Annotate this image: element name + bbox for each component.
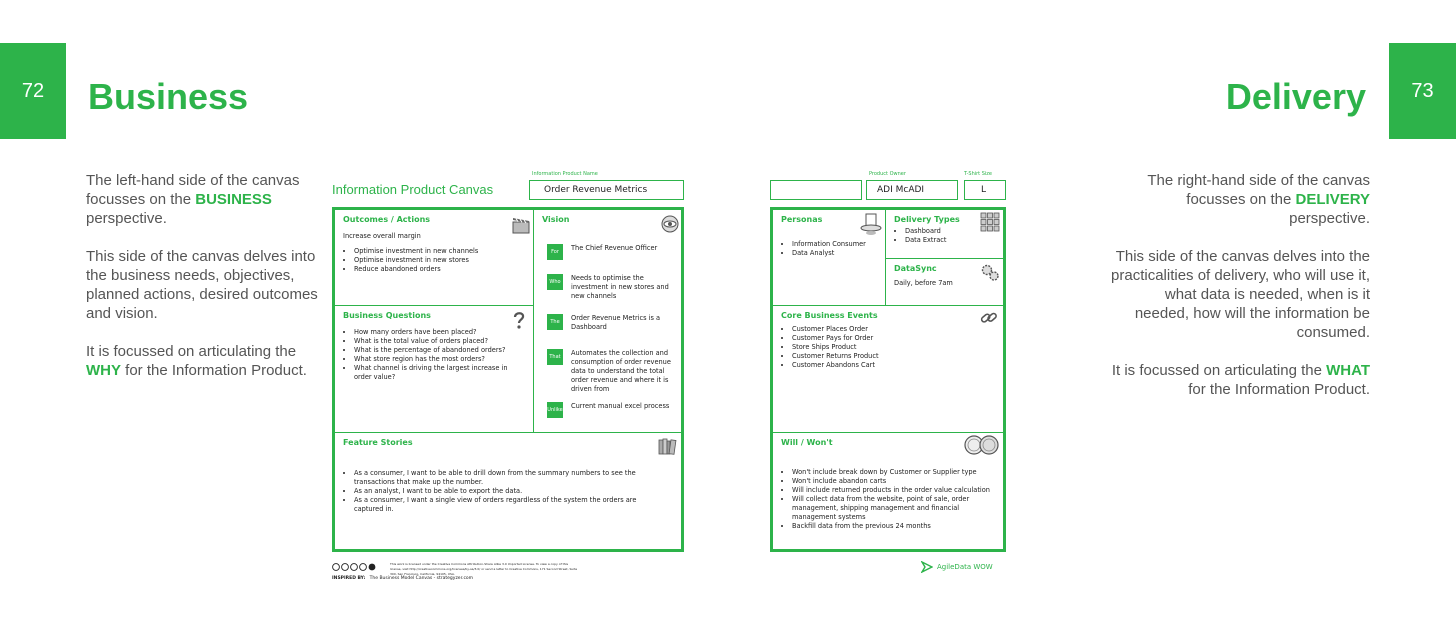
datasync-title: DataSync xyxy=(894,264,937,273)
inspired-by: INSPIRED BY: The Business Model Canvas - strategyzer.com xyxy=(332,576,474,581)
sync-gears-icon xyxy=(980,262,1000,282)
brand-text: AgileData WOW xyxy=(937,563,993,571)
paragraph: This side of the canvas delves into the business needs, objectives, planned actions, desired outcomes and vision. xyxy=(86,248,318,322)
list-item: • Will include returned products in the order value calculation xyxy=(792,486,1002,495)
page-number-badge-left xyxy=(0,43,66,139)
paragraph: This side of the canvas delves into the practicalities of delivery, who will use it, what data is needed, when is it needed, how will the information be consumed. xyxy=(1111,248,1370,341)
canvas-grid-right xyxy=(770,207,1006,552)
vision-tag: Unlike xyxy=(547,402,563,418)
vision-tag: That xyxy=(547,349,563,365)
list-item: • Store Ships Product xyxy=(792,343,995,352)
vision-text: Current manual excel process xyxy=(571,402,670,410)
core-business-events-title: Core Business Events xyxy=(781,311,878,320)
vision-tag: For xyxy=(547,244,563,260)
section-title-delivery: Delivery xyxy=(1225,76,1366,117)
vision-tag: The xyxy=(547,314,563,330)
delivery-types-title: Delivery Types xyxy=(894,215,960,224)
list-item: • Customer Pays for Order xyxy=(792,334,995,343)
list-item: • Optimise investment in new stores xyxy=(354,256,525,265)
vision-text: Needs to optimise the investment in new stores and new channels xyxy=(571,274,669,300)
list-item: • Information Consumer xyxy=(792,240,877,249)
list-item: • Customer Places Order xyxy=(792,325,995,334)
creative-commons-icon xyxy=(332,563,384,571)
chain-link-icon xyxy=(979,308,999,328)
tshirt-size-field: L xyxy=(964,180,1006,200)
datasync-cell xyxy=(885,258,1004,306)
list-item: • As a consumer, I want to be able to drill down from the summary numbers to see the transactions that make up the number. xyxy=(354,469,654,487)
books-icon xyxy=(657,436,677,456)
paragraph: It is focussed on articulating the WHAT for the Information Product. xyxy=(1111,362,1370,398)
vision-tag: Who xyxy=(547,274,563,290)
tshirt-size-label: T-Shirt Size xyxy=(964,171,993,177)
business-questions-title: Business Questions xyxy=(343,311,431,320)
product-name-label: Information Product Name xyxy=(532,171,598,177)
license-text: This work is licensed under the Creative Commons Attribution-Share Alike 3.0 Unported License. To view a copy of this license, visit http://creativecommons.org/licenses/by-sa/3.0/ or send a letter to Creative Commons, 171 Second Street, Suite 300, San Francisco, California, 94105, USA. xyxy=(390,562,578,576)
feature-stories-cell xyxy=(334,432,682,550)
list-item: • Customer Returns Product xyxy=(792,352,995,361)
list-item: • As a consumer, I want a single view of orders regardless of the system the orders are captured in. xyxy=(354,496,654,514)
section-title-business: Business xyxy=(88,76,249,117)
personas-list xyxy=(792,240,877,258)
list-item: • As an analyst, I want to be able to export the data. xyxy=(354,487,654,496)
paragraph: The right-hand side of the canvas focusses on the DELIVERY perspective. xyxy=(1147,172,1370,227)
will-wont-title: Will / Won't xyxy=(781,438,833,447)
information-product-canvas-right xyxy=(770,170,1008,580)
list-item: • Backfill data from the previous 24 months xyxy=(792,522,1002,531)
personas-title: Personas xyxy=(781,215,823,224)
feature-stories-title: Feature Stories xyxy=(343,438,413,447)
product-name-field-continued xyxy=(770,180,862,200)
clapperboard-icon xyxy=(511,215,531,235)
core-events-list xyxy=(792,325,995,370)
canvas-grid xyxy=(332,207,684,552)
vision-text: Automates the collection and consumption of order revenue data to understand the total order revenue and where it is driven from xyxy=(571,349,671,393)
personas-cell xyxy=(772,209,886,306)
will-wont-cell xyxy=(772,432,1004,550)
features-list xyxy=(354,469,654,514)
list-item: • How many orders have been placed? xyxy=(354,328,525,337)
product-owner-field: ADI McADI xyxy=(866,180,958,200)
page-number-badge-right xyxy=(1389,43,1456,139)
page-number: 72 xyxy=(21,80,45,102)
list-item: • Data Analyst xyxy=(792,249,877,258)
vision-title: Vision xyxy=(542,215,570,224)
agiledata-logo-icon xyxy=(921,561,933,573)
list-item: • Customer Abandons Cart xyxy=(792,361,995,370)
list-item: • Optimise investment in new channels xyxy=(354,247,525,256)
delivery-types-cell xyxy=(885,209,1004,259)
grid-icon xyxy=(980,212,1000,232)
business-description xyxy=(86,171,331,399)
paragraph: It is focussed on articulating the WHY for the Information Product. xyxy=(86,343,307,379)
persona-hat-icon xyxy=(859,212,883,236)
list-item: • Won't include break down by Customer or Supplier type xyxy=(792,468,1002,477)
vision-cell xyxy=(533,209,682,433)
canvas-title: Information Product Canvas xyxy=(332,182,494,197)
questions-list xyxy=(354,328,525,382)
vision-text: Order Revenue Metrics is a Dashboard xyxy=(571,314,661,331)
delivery-description xyxy=(1110,171,1370,418)
list-item: • What is the total value of orders placed? xyxy=(354,337,525,346)
product-name-field: Order Revenue Metrics xyxy=(529,180,684,200)
outcomes-lead: Increase overall margin xyxy=(343,232,421,240)
eye-icon xyxy=(660,214,680,234)
list-item: • Dashboard xyxy=(905,227,995,236)
outcomes-cell xyxy=(334,209,534,306)
list-item: • Won't include abandon carts xyxy=(792,477,1002,486)
core-business-events-cell xyxy=(772,305,1004,433)
product-owner-label: Product Owner xyxy=(869,171,906,177)
list-item: • What channel is driving the largest increase in order value? xyxy=(354,364,525,382)
paragraph: The left-hand side of the canvas focusses on the BUSINESS perspective. xyxy=(86,172,300,227)
outcomes-list xyxy=(354,247,525,274)
vision-text: The Chief Revenue Officer xyxy=(571,244,658,252)
business-questions-cell xyxy=(334,305,534,433)
list-item: • What store region has the most orders? xyxy=(354,355,525,364)
list-item: • What is the percentage of abandoned orders? xyxy=(354,346,525,355)
list-item: • Will collect data from the website, point of sale, order management, shipping management and financial management systems xyxy=(792,495,1002,522)
information-product-canvas-left xyxy=(332,170,684,590)
list-item: • Reduce abandoned orders xyxy=(354,265,525,274)
coins-icon xyxy=(963,434,1001,456)
question-mark-icon xyxy=(509,310,529,330)
page-number: 73 xyxy=(1411,80,1434,102)
datasync-text: Daily, before 7am xyxy=(894,279,953,287)
outcomes-title: Outcomes / Actions xyxy=(343,215,431,224)
list-item: • Data Extract xyxy=(905,236,995,245)
will-wont-list xyxy=(792,468,1002,531)
